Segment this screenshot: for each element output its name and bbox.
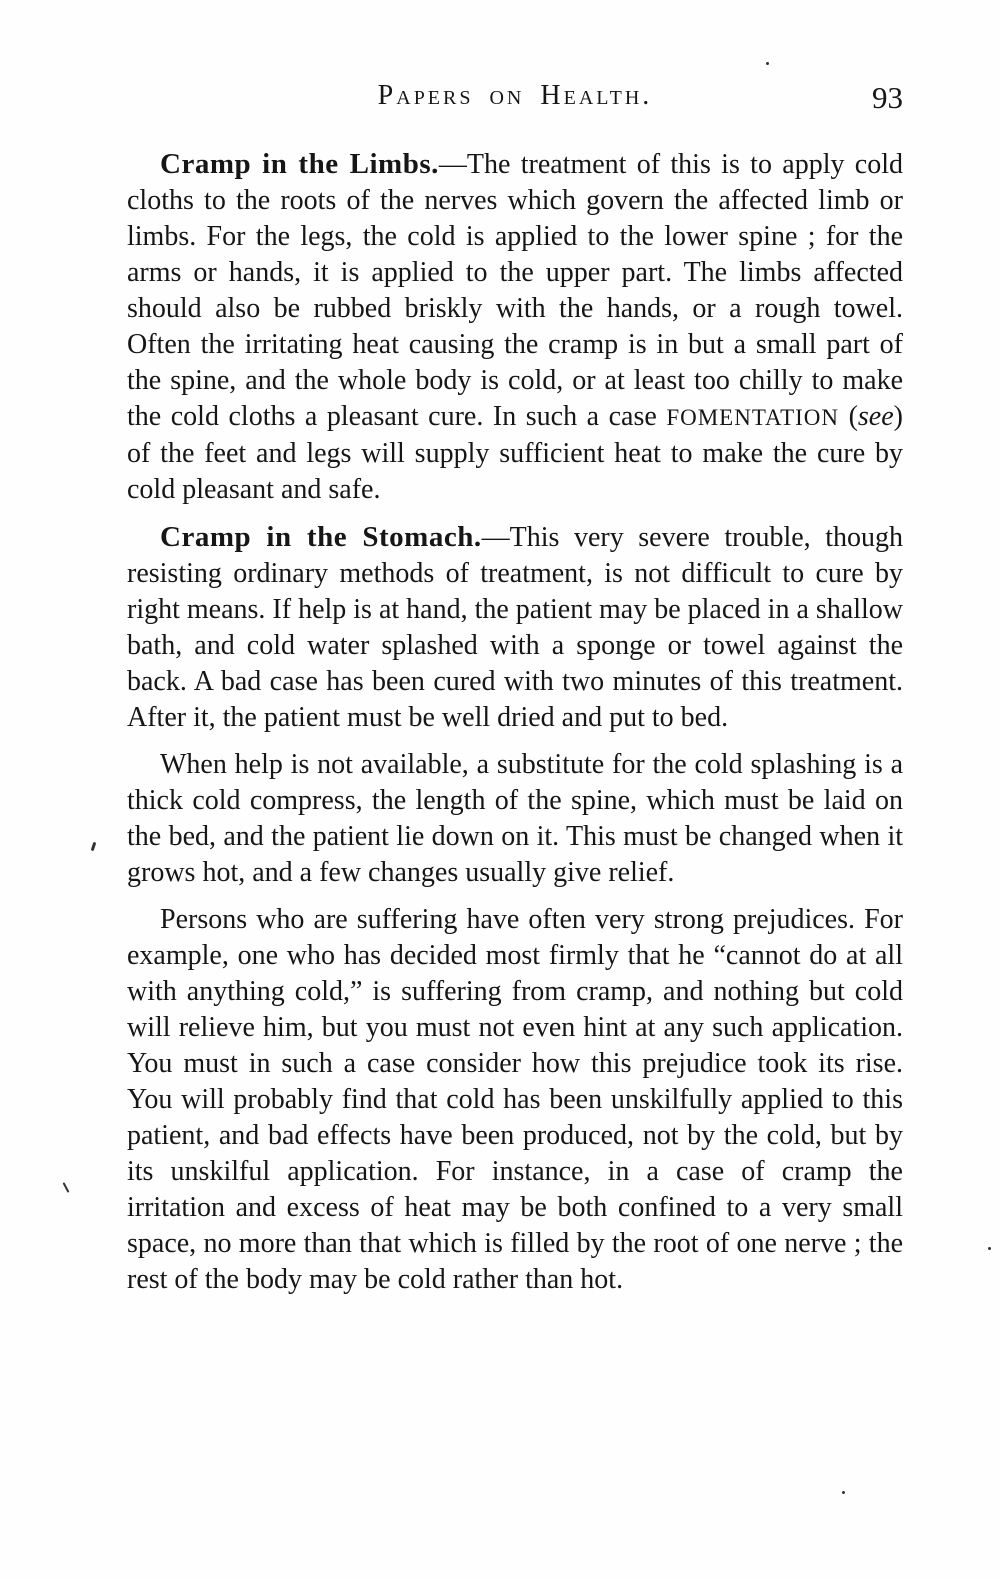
paragraph-cramp-in-the-stomach [127,519,903,736]
paragraph-cramp-in-the-limbs [127,146,903,508]
body-text-segment: ) of the feet and legs will supply sufficient heat to make the cure by cold pleasant and safe. [127,401,903,505]
paragraph-when-help-not-available [127,747,903,891]
cross-reference-fomentation: FOMENTATION [666,405,840,430]
entry-heading-cramp-in-the-stomach: Cramp in the Stomach. [160,521,482,553]
scan-speck [988,1247,991,1250]
body-text-segment: —The treatment of this is to apply cold cloths to the roots of the nerves which govern the affected limb or limbs. For the legs, the cold is applied to the lower spine ; for the arms or hands, it is applied to the upper part. The limbs affected should also be rubbed briskly with the hands, or a rough towel. Often the irritating heat causing the cramp is in but a small part of the spine, and the whole body is cold, or at least too chilly to make the cold cloths a pleasant cure. In such a case [127,149,903,432]
body-text-segment: —This very severe trouble, though resisting ordinary methods of treatment, is not difficult to cure by right means. If help is at hand, the patient may be placed in a shallow bath, and cold water splashed with a sponge or towel against the back. A bad case has been cured with two minutes of this treatment. After it, the patient must be well dried and put to bed. [127,522,903,733]
scan-speck [91,842,97,851]
running-title: Papers on Health. [377,80,653,111]
scan-speck [842,1491,845,1494]
paragraph-persons-prejudices [127,902,903,1298]
page-number: 93 [872,80,903,115]
page-header [127,80,903,120]
body-text-segment: ( [839,401,858,432]
see-reference: see [857,401,894,432]
entry-heading-cramp-in-the-limbs: Cramp in the Limbs. [160,148,439,180]
body-text-segment: When help is not available, a substitute for the cold splashing is a thick cold compress, the length of the spine, which must be laid on the bed, and the patient lie down on it. This must be changed when it grows hot, and a few changes usually give relief. [127,749,903,888]
scan-speck [766,62,769,65]
body-text-segment: Persons who are suffering have often very strong prejudices. For example, one who has decided most firmly that he “cannot do at all with anything cold,” is suffering from cramp, and nothing but cold will relieve him, but you must not even hint at any such application. You must in such a case consider how this prejudice took its rise. You will probably find that cold has been unskilfully applied to this patient, and bad effects have been produced, not by the cold, but by its unskilful application. For instance, in a case of cramp the irritation and excess of heat may be both confined to a very small space, no more than that which is filled by the root of one nerve ; the rest of the body may be cold rather than hot. [127,904,903,1295]
scan-speck [63,1182,70,1193]
body-text [127,146,903,1309]
